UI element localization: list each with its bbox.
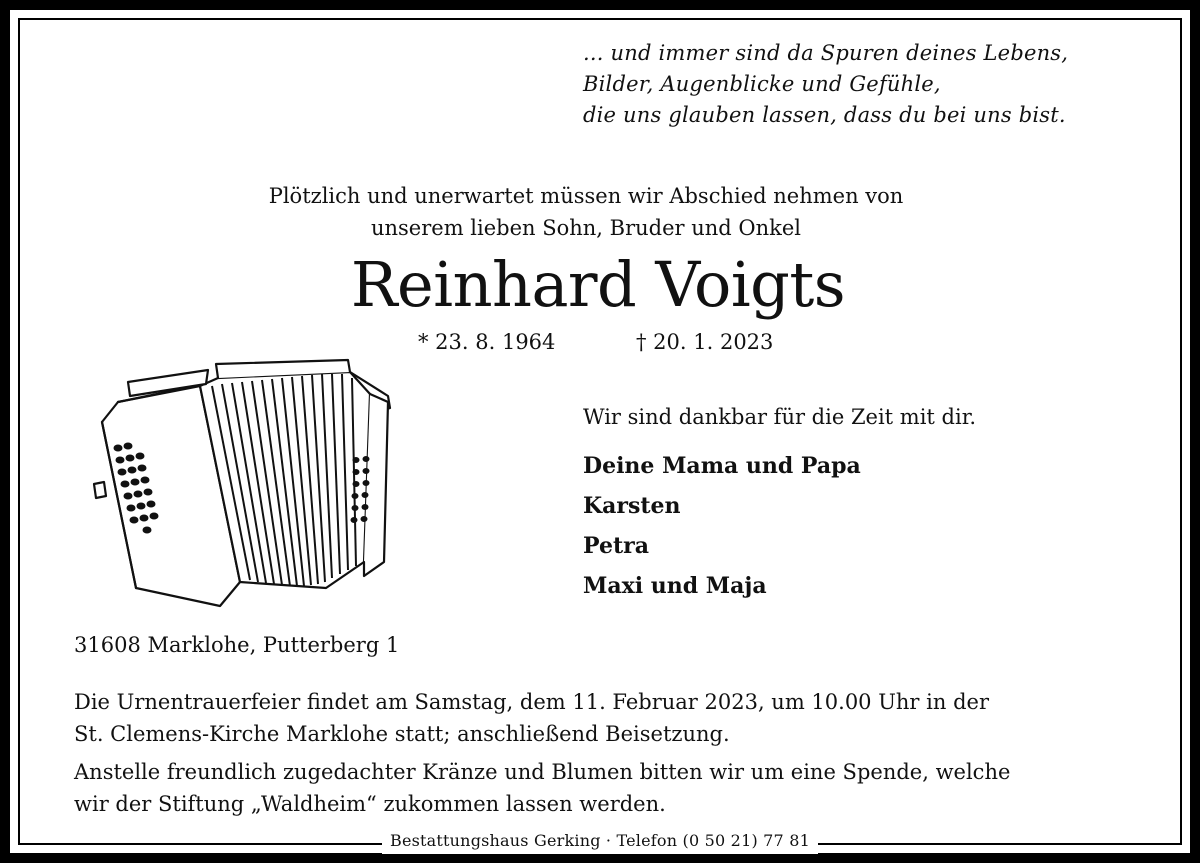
donation-line-1: Anstelle freundlich zugedachter Kränze und Blumen bitten wir um eine Spende, welche: [74, 760, 1011, 784]
death-date: † 20. 1. 2023: [636, 330, 774, 354]
quote-line: ... und immer sind da Spuren deines Lebens,: [583, 41, 1069, 65]
ceremony-info: [74, 686, 1164, 750]
address: 31608 Marklohe, Putterberg 1: [74, 633, 400, 657]
memorial-quote: [583, 38, 1068, 131]
quote-line: Bilder, Augenblicke und Gefühle,: [583, 72, 941, 96]
funeral-home-contact: Bestattungshaus Gerking · Telefon (0 50 21) 77 81: [382, 828, 818, 854]
footer: [0, 828, 1200, 854]
family-member: Petra: [583, 533, 649, 559]
accordion-illustration: [88, 356, 406, 610]
quote-line: die uns glauben lassen, dass du bei uns bist.: [583, 103, 1066, 127]
ceremony-line-2: St. Clemens-Kirche Marklohe statt; anschließend Beisetzung.: [74, 722, 730, 746]
intro-line-1: Plötzlich und unerwartet müssen wir Abschied nehmen von: [268, 184, 904, 208]
family-member: Maxi und Maja: [583, 573, 767, 599]
family-member: Deine Mama und Papa: [583, 453, 861, 479]
birth-date: * 23. 8. 1964: [418, 330, 556, 354]
intro-line-2: unserem lieben Sohn, Bruder und Onkel: [370, 216, 802, 240]
deceased-name: Reinhard Voigts: [350, 248, 846, 321]
family-list: [583, 450, 861, 610]
donation-info: [74, 756, 1164, 820]
announcement-intro: [0, 180, 1186, 244]
thanks-line: Wir sind dankbar für die Zeit mit dir.: [583, 405, 977, 429]
family-member: Karsten: [583, 493, 681, 519]
ceremony-line-1: Die Urnentrauerfeier findet am Samstag, dem 11. Februar 2023, um 10.00 Uhr in der: [74, 690, 989, 714]
donation-line-2: wir der Stiftung „Waldheim“ zukommen lassen werden.: [74, 792, 666, 816]
